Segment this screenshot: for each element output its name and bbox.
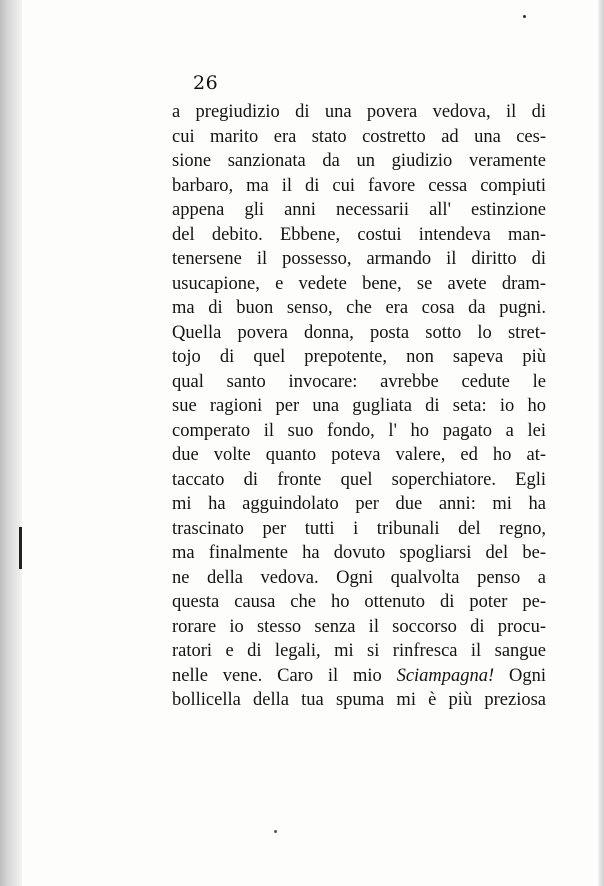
text-line: Quella povera donna, posta sotto lo stret- bbox=[172, 322, 546, 343]
page-number: 26 bbox=[193, 72, 219, 94]
margin-mark bbox=[19, 527, 22, 569]
text-line: ma di buon senso, che era cosa da pugni. bbox=[172, 298, 546, 318]
text-line-end: Ogni bbox=[509, 665, 546, 686]
text-line-start: nelle vene. Caro il mio bbox=[172, 665, 382, 686]
ink-speck bbox=[274, 830, 277, 833]
text-line: appena gli anni necessarii all' estinzione bbox=[172, 200, 546, 220]
text-line: mi ha agguindolato per due anni: mi ha bbox=[172, 494, 546, 514]
text-line: qual santo invocare: avrebbe cedute le bbox=[172, 371, 546, 392]
text-line: trascinato per tutti i tribunali del regno, bbox=[172, 518, 546, 539]
italic-word: Sciampagna! bbox=[396, 665, 495, 686]
text-line: bollicella della tua spuma mi è più preziosa bbox=[172, 690, 546, 710]
text-line: barbaro, ma il di cui favore cessa compiuti bbox=[172, 175, 546, 196]
text-line: due volte quanto poteva valere, ed ho at- bbox=[172, 445, 546, 465]
text-line: comperato il suo fondo, l' ho pagato a lei bbox=[172, 420, 546, 441]
text-line: sue ragioni per una gugliata di seta: io ho bbox=[172, 396, 546, 416]
text-line: cui marito era stato costretto ad una ces- bbox=[172, 126, 546, 147]
text-line: a pregiudizio di una povera vedova, il di bbox=[172, 102, 546, 122]
ink-speck bbox=[523, 15, 526, 18]
text-line: rorare io stesso senza il soccorso di procu- bbox=[172, 616, 546, 637]
page-edge bbox=[598, 0, 604, 886]
text-line: questa causa che ho ottenuto di poter pe- bbox=[172, 592, 546, 612]
text-line: ma finalmente ha dovuto spogliarsi del be- bbox=[172, 543, 546, 563]
text-line: ratori e di legali, mi si rinfresca il sangue bbox=[172, 641, 546, 661]
text-line: del debito. Ebbene, costui intendeva man- bbox=[172, 224, 546, 245]
text-line: tojo di quel prepotente, non sapeva più bbox=[172, 347, 546, 367]
text-line: sione sanzionata da un giudizio veramente bbox=[172, 151, 546, 171]
text-line: tenersene il possesso, armando il diritto di bbox=[172, 249, 546, 269]
text-line-with-italic bbox=[172, 664, 546, 689]
text-line: taccato di fronte quel soperchiatore. Egli bbox=[172, 469, 546, 490]
binding-shadow bbox=[0, 0, 22, 886]
text-line: ne della vedova. Ogni qualvolta penso a bbox=[172, 567, 546, 588]
text-line: usucapione, e vedete bene, se avete dram- bbox=[172, 273, 546, 294]
body-text bbox=[172, 100, 546, 713]
